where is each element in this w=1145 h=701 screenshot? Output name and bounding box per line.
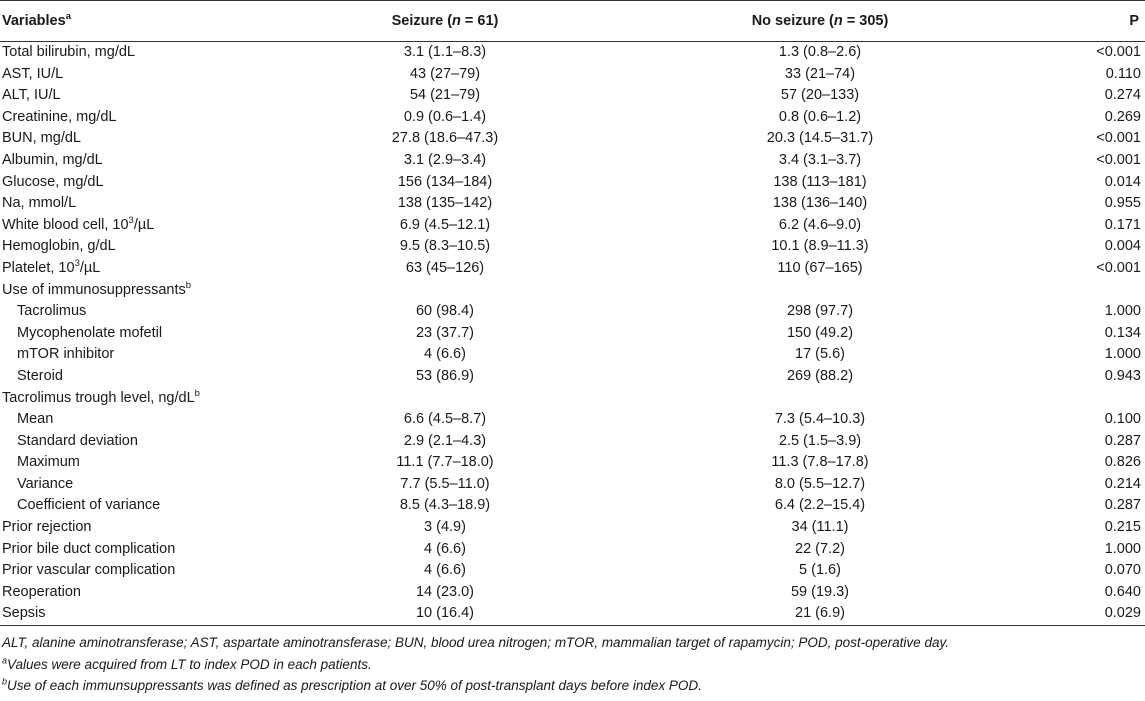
row-label: Prior bile duct complication bbox=[2, 540, 176, 557]
table-row bbox=[0, 258, 1145, 280]
no-seizure-value: 1.3 (0.8–2.6) bbox=[778, 44, 862, 60]
no-seizure-value: 21 (6.9) bbox=[590, 603, 1050, 625]
seizure-value: 4 (6.6) bbox=[424, 562, 466, 579]
table-row bbox=[0, 193, 1145, 215]
no-seizure-value: 17 (5.6) bbox=[795, 346, 845, 363]
table-row bbox=[0, 150, 1145, 172]
p-value: 1.000 bbox=[1104, 346, 1141, 363]
row-label: Hemoglobin, g/dL bbox=[2, 238, 116, 255]
header-seizure: Seizure (n = 61) bbox=[300, 1, 590, 42]
table-row bbox=[0, 539, 1145, 561]
no-seizure-value: 59 (19.3) bbox=[790, 583, 850, 600]
p-value: 0.171 bbox=[1104, 216, 1141, 233]
row-label: Standard deviation bbox=[17, 432, 138, 449]
p-value: 0.826 bbox=[1104, 454, 1141, 471]
p-value: 0.004 bbox=[1104, 238, 1141, 255]
table-row bbox=[0, 215, 1145, 237]
seizure-value: 53 (86.9) bbox=[415, 367, 475, 384]
section-row bbox=[0, 388, 1145, 410]
p-value: 0.070 bbox=[1104, 562, 1141, 579]
no-seizure-value: 57 (20–133) bbox=[780, 87, 860, 104]
no-seizure-value: 34 (11.1) bbox=[791, 519, 849, 536]
no-seizure-value: 33 (21–74) bbox=[784, 65, 856, 82]
table-row bbox=[0, 42, 1145, 64]
table-row bbox=[0, 409, 1145, 431]
no-seizure-value: 110 (67–165) bbox=[777, 259, 863, 276]
seizure-value: 6.9 (4.5–12.1) bbox=[399, 216, 491, 233]
seizure-value: 4 (6.6) bbox=[424, 540, 466, 557]
p-value: <0.001 bbox=[1096, 44, 1141, 60]
seizure-value: 23 (37.7) bbox=[415, 324, 475, 341]
p-value: 0.274 bbox=[1104, 87, 1141, 104]
p-value: 0.955 bbox=[1104, 195, 1141, 212]
p-value: 0.014 bbox=[1104, 173, 1141, 190]
table-body bbox=[0, 42, 1145, 626]
p-value: 0.134 bbox=[1104, 324, 1141, 341]
p-value: 1.000 bbox=[1104, 540, 1141, 557]
table-row bbox=[0, 236, 1145, 258]
no-seizure-value: 6.2 (4.6–9.0) bbox=[778, 216, 862, 233]
table-row bbox=[0, 431, 1145, 453]
seizure-value: 4 (6.6) bbox=[424, 346, 466, 363]
row-label: Mean bbox=[17, 411, 54, 428]
row-label: Reoperation bbox=[2, 583, 81, 600]
row-label: AST, IU/L bbox=[2, 65, 64, 82]
p-value: 0.110 bbox=[1105, 65, 1141, 82]
no-seizure-value: 138 (136–140) bbox=[772, 195, 868, 212]
p-value: 0.029 bbox=[1050, 603, 1145, 625]
row-label: Tacrolimus bbox=[17, 303, 87, 320]
header-p: P bbox=[1050, 1, 1145, 42]
row-label: Total bilirubin, mg/dL bbox=[2, 44, 135, 60]
table-row bbox=[0, 603, 1145, 625]
row-label: Sepsis bbox=[0, 603, 300, 625]
no-seizure-value bbox=[590, 280, 1050, 302]
seizure-value: 3.1 (1.1–8.3) bbox=[403, 44, 487, 60]
no-seizure-value: 298 (97.7) bbox=[786, 303, 854, 320]
no-seizure-value: 5 (1.6) bbox=[799, 562, 841, 579]
p-value: <0.001 bbox=[1096, 151, 1141, 168]
seizure-value: 43 (27–79) bbox=[409, 65, 481, 82]
seizure-value: 63 (45–126) bbox=[405, 259, 485, 276]
table-row bbox=[0, 582, 1145, 604]
row-label: Variance bbox=[17, 475, 74, 492]
seizure-value: 8.5 (4.3–18.9) bbox=[399, 497, 491, 514]
p-value: <0.001 bbox=[1096, 130, 1141, 147]
no-seizure-value: 8.0 (5.5–12.7) bbox=[774, 475, 866, 492]
footnotes bbox=[0, 632, 1145, 697]
seizure-value: 9.5 (8.3–10.5) bbox=[399, 238, 491, 255]
footnote-b: $^b$Use of each immunsuppressants was defined as prescription at over 50% of post-transplant days before index POD. bbox=[2, 676, 702, 694]
seizure-value: 0.9 (0.6–1.4) bbox=[403, 108, 487, 125]
p-value bbox=[1050, 280, 1145, 302]
table-row bbox=[0, 517, 1145, 539]
row-label: Mycophenolate mofetil bbox=[17, 324, 163, 341]
seizure-value: 54 (21–79) bbox=[409, 87, 481, 104]
footnote-abbreviations: ALT, alanine aminotransferase; AST, aspartate aminotransferase; BUN, blood urea nitrogen; mTOR, mammalian target of rapamycin; POD, post-operative day. bbox=[2, 635, 949, 651]
table-row bbox=[0, 452, 1145, 474]
table-row bbox=[0, 344, 1145, 366]
seizure-value: 14 (23.0) bbox=[415, 583, 475, 600]
seizure-value: 6.6 (4.5–8.7) bbox=[403, 411, 487, 428]
table-row bbox=[0, 85, 1145, 107]
no-seizure-value: 3.4 (3.1–3.7) bbox=[778, 151, 862, 168]
table-row bbox=[0, 172, 1145, 194]
seizure-value: 156 (134–184) bbox=[397, 173, 493, 190]
row-label: Coefficient of variance bbox=[17, 497, 161, 514]
no-seizure-value bbox=[590, 388, 1050, 410]
seizure-value: 3.1 (2.9–3.4) bbox=[403, 151, 487, 168]
row-label: White blood cell, $10^3/\mu L$ bbox=[2, 214, 155, 233]
no-seizure-value: 2.5 (1.5–3.9) bbox=[778, 432, 862, 449]
row-label: Creatinine, mg/dL bbox=[2, 108, 117, 125]
table-row bbox=[0, 323, 1145, 345]
table-row bbox=[0, 560, 1145, 582]
row-label: BUN, mg/dL bbox=[2, 130, 81, 147]
no-seizure-value: 22 (7.2) bbox=[795, 540, 845, 557]
no-seizure-value: 11.3 (7.8–17.8) bbox=[771, 454, 869, 471]
p-value: 0.640 bbox=[1104, 583, 1141, 600]
table-row bbox=[0, 64, 1145, 86]
table-row bbox=[0, 301, 1145, 323]
p-value: 0.215 bbox=[1104, 519, 1141, 536]
p-value: 0.287 bbox=[1104, 497, 1141, 514]
p-value: 0.943 bbox=[1104, 367, 1141, 384]
no-seizure-value: 20.3 (14.5–31.7) bbox=[766, 130, 874, 147]
table-row bbox=[0, 366, 1145, 388]
row-label: Na, mmol/L bbox=[2, 195, 77, 212]
no-seizure-value: 269 (88.2) bbox=[786, 367, 854, 384]
row-label: mTOR inhibitor bbox=[17, 346, 115, 363]
row-label: Glucose, mg/dL bbox=[2, 173, 104, 190]
p-value bbox=[1050, 388, 1145, 410]
header-no-seizure: No seizure (n = 305) bbox=[590, 1, 1050, 42]
table-row bbox=[0, 495, 1145, 517]
no-seizure-value: 0.8 (0.6–1.2) bbox=[778, 108, 862, 125]
seizure-value: 60 (98.4) bbox=[415, 303, 475, 320]
row-label: Use of immunosuppressants$^b$ bbox=[2, 279, 192, 298]
no-seizure-value: 138 (113–181) bbox=[773, 173, 867, 190]
table-row bbox=[0, 128, 1145, 150]
table-row bbox=[0, 107, 1145, 129]
p-value: 0.214 bbox=[1104, 475, 1141, 492]
row-label: Albumin, mg/dL bbox=[2, 151, 103, 168]
section-row bbox=[0, 280, 1145, 302]
seizure-value: 11.1 (7.7–18.0) bbox=[396, 454, 494, 471]
no-seizure-value: 150 (49.2) bbox=[786, 324, 854, 341]
row-label: Steroid bbox=[17, 367, 63, 384]
no-seizure-value: 7.3 (5.4–10.3) bbox=[774, 411, 866, 428]
table-row bbox=[0, 474, 1145, 496]
seizure-value bbox=[300, 388, 590, 410]
seizure-value: 3 (4.9) bbox=[424, 519, 466, 536]
p-value: 0.287 bbox=[1104, 432, 1141, 449]
seizure-value: 2.9 (2.1–4.3) bbox=[403, 432, 487, 449]
header-row bbox=[0, 1, 1145, 42]
p-value: <0.001 bbox=[1096, 259, 1141, 276]
seizure-value: 7.7 (5.5–11.0) bbox=[400, 475, 490, 492]
seizure-value: 10 (16.4) bbox=[300, 603, 590, 625]
row-label: Maximum bbox=[17, 454, 80, 471]
p-value: 1.000 bbox=[1104, 303, 1141, 320]
footnote-a: $^a$Values were acquired from LT to index POD in each patients. bbox=[2, 655, 372, 672]
seizure-value bbox=[300, 280, 590, 302]
seizure-value: 27.8 (18.6–47.3) bbox=[391, 130, 499, 147]
row-label: ALT, IU/L bbox=[2, 87, 61, 104]
seizure-value: 138 (135–142) bbox=[397, 195, 493, 212]
row-label: Tacrolimus trough level, $ng/dL^b$ bbox=[2, 387, 200, 406]
no-seizure-value: 6.4 (2.2–15.4) bbox=[774, 497, 866, 514]
row-label: Platelet, $10^3/\mu L$ bbox=[2, 258, 101, 276]
row-label: Prior rejection bbox=[2, 519, 92, 536]
header-variables: Variables$^a$ bbox=[0, 1, 300, 42]
p-value: 0.269 bbox=[1104, 108, 1141, 125]
p-value: 0.100 bbox=[1104, 411, 1141, 428]
row-label: Prior vascular complication bbox=[2, 562, 176, 579]
no-seizure-value: 10.1 (8.9–11.3) bbox=[771, 238, 869, 255]
